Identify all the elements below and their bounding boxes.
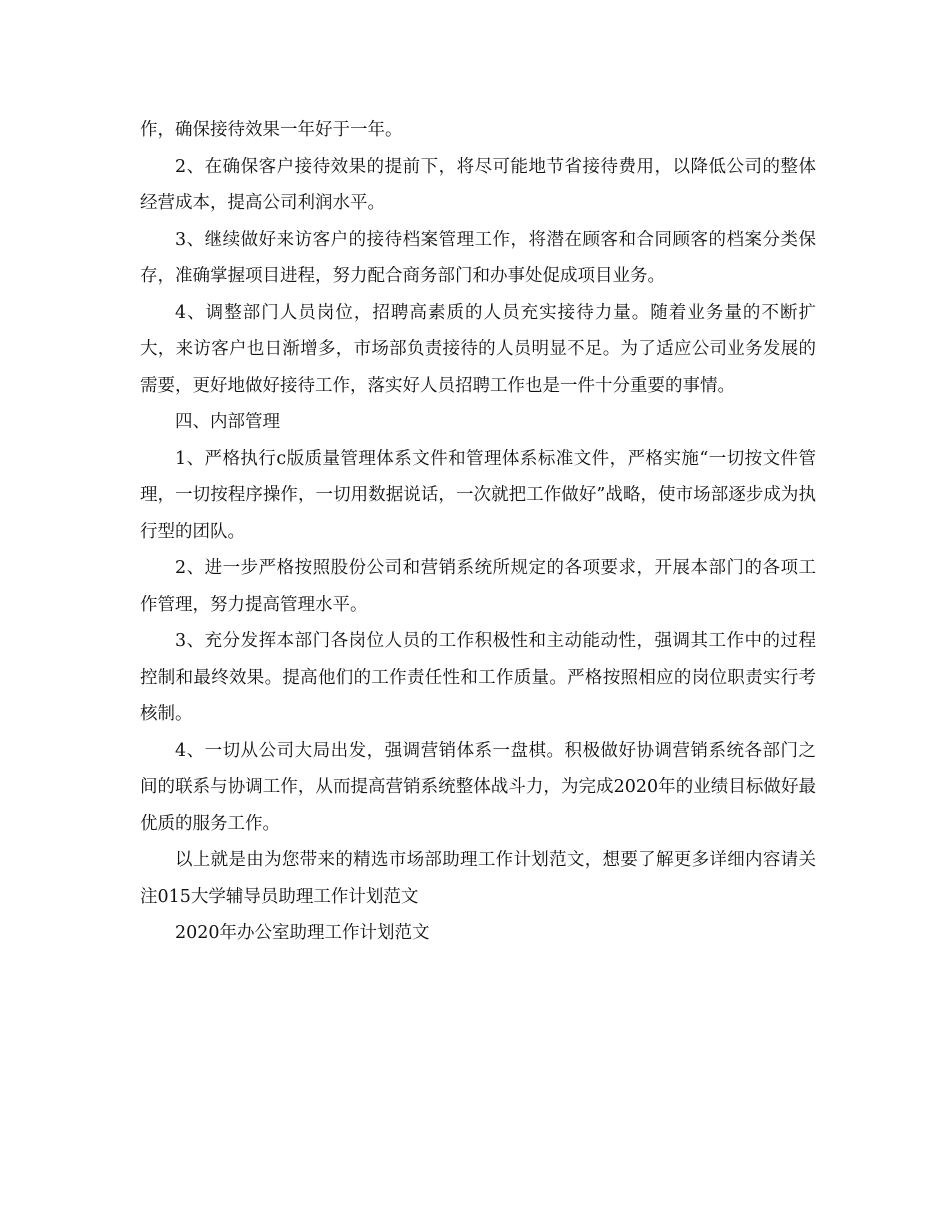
paragraph-staff-adjustment: 4、调整部门人员岗位，招聘高素质的人员充实接待力量。随着业务量的不断扩大，来访客户也日渐增多，市场部负责接待的人员明显不足。为了适应公司业务发展的需要，更好地做好接待工作，落实好人员招聘工作也是一件十分重要的事情。 [140, 302, 816, 396]
paragraph-quality-system: 1、严格执行c版质量管理体系文件和管理体系标准文件，严格实施“一切按文件管理，一切按程序操作，一切用数据说话，一次就把工作做好”战略，使市场部逐步成为执行型的团队。 [140, 448, 816, 542]
paragraph-overall-coordination: 4、一切从公司大局出发，强调营销体系一盘棋。积极做好协调营销系统各部门之间的联系与协调工作，从而提高营销系统整体战斗力，为完成2020年的业绩目标做好最优质的服务工作。 [140, 740, 816, 834]
paragraph-staff-motivation: 3、充分发挥本部门各岗位人员的工作积极性和主动能动性，强调其工作中的过程控制和最终效果。提高他们的工作责任性和工作质量。严格按照相应的岗位职责实行考核制。 [140, 631, 816, 724]
paragraph-company-requirements: 2、进一步严格按照股份公司和营销系统所规定的各项要求，开展本部门的各项工作管理，努力提高管理水平。 [140, 558, 816, 615]
paragraph-reception-cost: 2、在确保客户接待效果的提前下，将尽可能地节省接待费用，以降低公司的整体经营成本，提高公司利润水平。 [140, 156, 816, 213]
paragraph-reception-archive: 3、继续做好来访客户的接待档案管理工作，将潜在顾客和合同顾客的档案分类保存，准确掌握项目进程，努力配合商务部门和办事处促成项目业务。 [140, 229, 816, 286]
section-heading-internal-management: 四、内部管理 [175, 412, 280, 432]
paragraph-closing-note: 以上就是由为您带来的精选市场部助理工作计划范文，想要了解更多详细内容请关注015大学辅导员助理工作计划范文 [140, 850, 816, 907]
paragraph-continuation: 作，确保接待效果一年好于一年。 [140, 120, 403, 140]
document-body [140, 112, 816, 952]
paragraph-related-title: 2020年办公室助理工作计划范文 [175, 923, 430, 943]
